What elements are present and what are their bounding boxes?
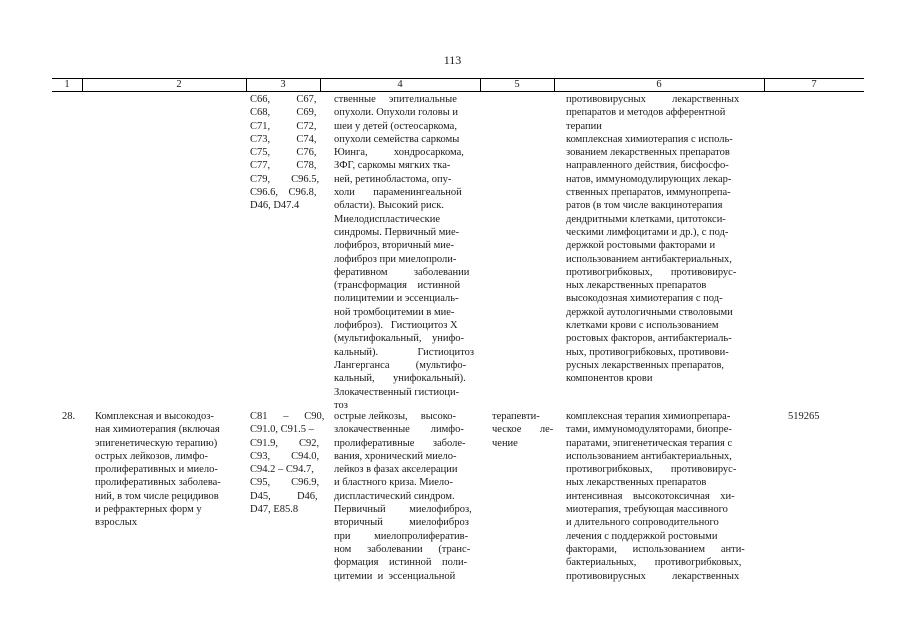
text-line: пролиферативные заболе- [334, 437, 466, 449]
text-line: компонентов крови [566, 373, 653, 385]
text-line: C95, C96.9, [250, 477, 320, 489]
column-7-header: 7 [811, 79, 817, 90]
text-line: тоз [334, 399, 348, 411]
text-line: Злокачественный гистиоци- [334, 386, 460, 398]
text-line: и рефрактерных форм у [95, 504, 202, 516]
text-line: Лангерганса (мультифо- [334, 359, 467, 371]
text-line: (трансформация истинной [334, 280, 461, 292]
text-line: противовирусных лекарственных [566, 570, 740, 582]
text-line: направленного действия, бисфосфо- [566, 160, 729, 172]
text-line: лофиброз). Гистиоцитоз Х [334, 320, 458, 332]
text-line: натов, иммуномодулирующих лекар- [566, 173, 732, 185]
text-line: ственных препаратов, иммунопрепа- [566, 187, 731, 199]
text-line: бактериальных, противогрибковых, [566, 557, 742, 569]
text-line: C73, C74, [250, 133, 317, 145]
table-header [52, 78, 864, 92]
text-line: формация истинной поли- [334, 557, 468, 569]
text-line: феративном заболевании [334, 266, 470, 278]
text-line: цитемии и эссенциальной [334, 570, 456, 582]
text-line: C91.9, C92, [250, 437, 320, 449]
text-line: области). Высокий риск. [334, 200, 445, 212]
text-line: C79, C96.5, [250, 173, 320, 185]
text-line: вторичный миелофиброз [334, 517, 469, 529]
text-line: паратами, эпигенетическая терапия с [566, 437, 733, 449]
text-line: держкой ростовыми факторами и [566, 240, 716, 252]
text-line: острые лейкозы, высоко- [334, 411, 457, 422]
column-6-header: 6 [656, 79, 662, 90]
text-line: препаратов и методов афферентной [566, 107, 726, 119]
text-line: факторами, использованием анти- [566, 543, 745, 555]
text-line: опухоли. Опухоли головы и [334, 107, 458, 119]
text-line: взрослых [95, 517, 138, 529]
text-line: противовирусных лекарственных [566, 94, 740, 105]
cost-cell: 519265 [788, 411, 820, 422]
text-line: C75, C76, [250, 147, 317, 159]
text-line: при миелопролифератив- [334, 530, 469, 542]
text-line: и длительного сопроводительного [566, 517, 719, 529]
column-1-header: 1 [64, 79, 70, 90]
text-line: Комплексная и высокодоз- [95, 411, 214, 422]
text-line: тами, иммуномодуляторами, биопре- [566, 424, 732, 436]
text-line: ческими лимфоцитами и др.), с под- [566, 226, 729, 238]
text-line: лейкоз в фазах акселерации [334, 464, 458, 476]
text-line: зованием лекарственных препаратов [566, 147, 730, 159]
text-line: кальный, унифокальный). [334, 373, 466, 385]
column-5-header: 5 [514, 79, 520, 90]
text-line: C66, C67, [250, 94, 317, 105]
text-line: клетками крови с использованием [566, 320, 719, 332]
text-line: D45, D46, [250, 490, 318, 502]
text-line: C96.6, C96.8, [250, 187, 317, 199]
text-line: ний, в том числе рецидивов [95, 490, 219, 502]
row-number-cell: 28. [62, 411, 76, 422]
text-line: комплексная химиотерапия с исполь- [566, 133, 733, 145]
text-line: кальный). Гистиоцитоз [334, 346, 475, 358]
text-line: C77, C78, [250, 160, 317, 172]
text-line: лофиброз, вторичный мие- [334, 240, 455, 252]
text-line: полицитемии и эссенциаль- [334, 293, 459, 305]
text-line: C93, C94.0, [250, 450, 320, 462]
column-4-header: 4 [397, 79, 403, 90]
text-line: русных лекарственных препаратов, [566, 359, 725, 371]
treatment-method-cell [566, 410, 760, 583]
text-line: Миелодиспластические [334, 213, 441, 225]
text-line: ЗФГ, саркомы мягких тка- [334, 160, 451, 172]
text-line: шеи у детей (остеосаркома, [334, 120, 457, 132]
text-line: диспластический синдром. [334, 490, 455, 502]
text-line: противогрибковых, противовирус- [566, 266, 737, 278]
text-line: эпигенетическую терапию) [95, 437, 218, 449]
text-line: лофиброз при миелопроли- [334, 253, 457, 265]
text-line: противогрибковых, противовирус- [566, 464, 737, 476]
text-line: миотерапия, требующая массивного [566, 504, 728, 516]
text-line: ней, ретинобластома, опу- [334, 173, 452, 185]
text-line: пролиферативных и миело- [95, 464, 218, 476]
text-line: D47, E85.8 [250, 504, 299, 516]
diagnosis-cell [334, 93, 480, 412]
page-number: 113 [443, 53, 462, 67]
mkb-codes-cell [250, 93, 324, 213]
text-line: D46, D47.4 [250, 200, 300, 212]
text-line: (мультифокальный, унифо- [334, 333, 464, 345]
text-line: C91.0, C91.5 – [250, 424, 314, 436]
treatment-method-cell [566, 93, 760, 386]
text-line: дендритными клетками, цитотокси- [566, 213, 726, 225]
text-line: злокачественные лимфо- [334, 424, 464, 436]
text-line: ростовых факторов, антибактериаль- [566, 333, 732, 345]
text-line: C71, C72, [250, 120, 317, 132]
text-line: Юинга, хондросаркома, [334, 147, 464, 159]
text-line: чение [492, 437, 518, 449]
text-line: терапии [566, 120, 602, 132]
text-line: ческое ле- [492, 424, 554, 436]
text-line: ном заболевании (транс- [334, 543, 471, 555]
text-line: интенсивная высокотоксичная хи- [566, 490, 735, 502]
text-line: ственные эпителиальные [334, 94, 457, 105]
text-line: ных лекарственных препаратов [566, 477, 707, 489]
text-line: пролиферативных заболева- [95, 477, 221, 489]
care-type-cell [95, 410, 241, 530]
text-line: ратов (в том числе вакцинотерапия [566, 200, 723, 212]
mkb-codes-cell [250, 410, 324, 516]
diagnosis-cell [334, 410, 480, 583]
text-line: комплексная терапия химиопрепара- [566, 411, 731, 422]
text-line: высокодозная химиотерапия с под- [566, 293, 723, 305]
text-line: и бластного криза. Миело- [334, 477, 453, 489]
text-line: опухоли семейства саркомы [334, 133, 460, 145]
text-line: синдромы. Первичный мие- [334, 226, 460, 238]
text-line: C81 – C90, [250, 411, 325, 422]
text-line: C68, C69, [250, 107, 317, 119]
text-line: ная химиотерапия (включая [95, 424, 220, 436]
text-line: холи параменингеальной [334, 187, 462, 199]
text-line: использованием антибактериальных, [566, 253, 732, 265]
text-line: использованием антибактериальных, [566, 450, 732, 462]
text-line: C94.2 – C94.7, [250, 464, 314, 476]
text-line: держкой аутологичными стволовыми [566, 306, 733, 318]
text-line: терапевти- [492, 411, 540, 422]
text-line: острых лейкозов, лимфо- [95, 450, 209, 462]
text-line: ной тромбоцитемии в мие- [334, 306, 455, 318]
column-2-header: 2 [176, 79, 182, 90]
text-line: ных лекарственных препаратов [566, 280, 707, 292]
text-line: ных, противогрибковых, противови- [566, 346, 729, 358]
column-3-header: 3 [280, 79, 286, 90]
text-line: вания, хронический миело- [334, 450, 457, 462]
text-line: Первичный миелофиброз, [334, 504, 472, 516]
text-line: лечения с поддержкой ростовыми [566, 530, 718, 542]
treatment-type-cell [492, 410, 554, 450]
